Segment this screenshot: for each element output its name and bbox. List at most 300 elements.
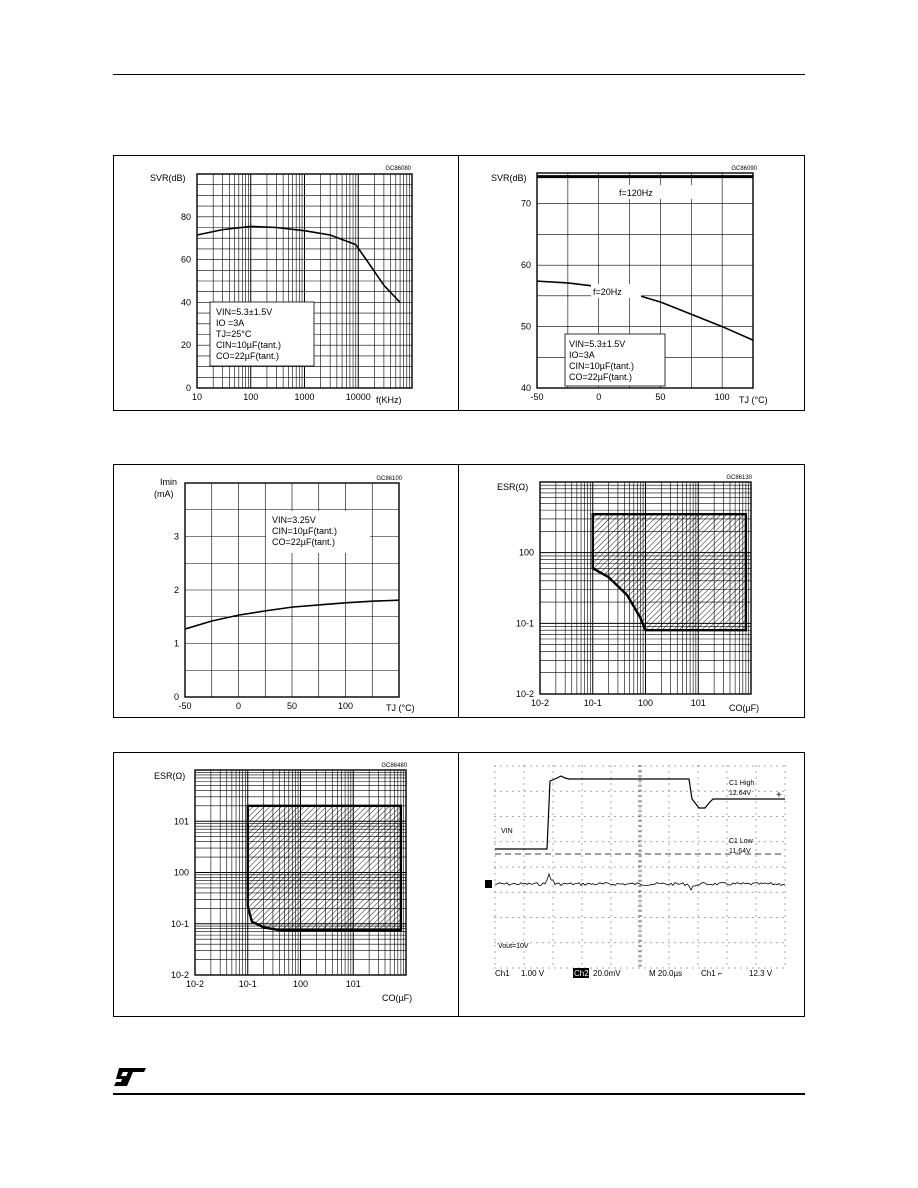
graticule-dot (727, 880, 728, 881)
esr-stability-panel-1 (458, 464, 805, 718)
graticule-dot (687, 841, 688, 842)
graticule-dot (553, 964, 554, 965)
graticule-dot (573, 892, 574, 893)
graticule-dot (698, 898, 699, 899)
graticule-dot (640, 910, 641, 911)
graticule-dot (747, 766, 748, 767)
graticule-dot (705, 892, 706, 893)
graticule-dot (669, 880, 670, 881)
graticule-dot (585, 942, 586, 943)
graticule-dot (756, 946, 757, 947)
graticule-dot (771, 917, 772, 918)
graticule-dot (711, 917, 712, 918)
graticule-dot (611, 838, 612, 839)
graticule-dot (553, 838, 554, 839)
graticule-dot (698, 946, 699, 947)
graticule-dot (495, 934, 496, 935)
graticule-dot (507, 791, 508, 792)
graticule-dot (553, 922, 554, 923)
graticule-dot (687, 867, 688, 868)
graticule-dot (687, 816, 688, 817)
graticule-dot (783, 892, 784, 893)
svr-vs-temperature-panel (458, 155, 805, 411)
graticule-dot (609, 816, 610, 817)
graticule-dot (727, 766, 728, 767)
graticule-dot (524, 922, 525, 923)
graticule-dot (543, 892, 544, 893)
graticule-dot (756, 868, 757, 869)
graticule-dot (495, 892, 496, 893)
graticule-dot (579, 892, 580, 893)
graticule-dot (549, 917, 550, 918)
graticule-dot (524, 952, 525, 953)
graticule-dot (495, 832, 496, 833)
graticule-dot (771, 892, 772, 893)
graticule-dot (495, 808, 496, 809)
graticule-dot (611, 958, 612, 959)
c1-low-value: 11.64V (729, 848, 751, 855)
graticule-dot (609, 917, 610, 918)
condition-text: CO=22µF(tant.) (272, 537, 335, 547)
graticule-dot (729, 917, 730, 918)
graticule-dot (611, 916, 612, 917)
graticule-dot (513, 917, 514, 918)
graticule-dot (698, 874, 699, 875)
st-logo (113, 1066, 147, 1088)
graticule-dot (621, 892, 622, 893)
graticule-dot (537, 892, 538, 893)
graticule-dot (603, 816, 604, 817)
graticule-dot (698, 952, 699, 953)
graticule-dot (537, 942, 538, 943)
graticule-dot (525, 867, 526, 868)
graticule-dot (699, 867, 700, 868)
graticule-dot (537, 766, 538, 767)
graticule-dot (756, 886, 757, 887)
graticule-dot (645, 841, 646, 842)
graticule-dot (698, 886, 699, 887)
graticule-dot (567, 766, 568, 767)
graticule-dot (582, 922, 583, 923)
graticule-dot (669, 850, 670, 851)
graticule-dot (537, 841, 538, 842)
graticule-dot (582, 772, 583, 773)
graticule-dot (507, 892, 508, 893)
graticule-dot (783, 766, 784, 767)
graticule-dot (531, 791, 532, 792)
graticule-dot (727, 850, 728, 851)
graticule-dot (705, 766, 706, 767)
graticule-dot (735, 816, 736, 817)
graticule-dot (621, 867, 622, 868)
graticule-dot (609, 942, 610, 943)
graticule-dot (639, 892, 640, 893)
graticule-dot (657, 892, 658, 893)
graticule-dot (705, 816, 706, 817)
graticule-dot (591, 766, 592, 767)
graticule-dot (582, 766, 583, 767)
oscilloscope-panel (458, 752, 805, 1017)
graticule-dot (531, 867, 532, 868)
graticule-dot (495, 850, 496, 851)
graticule-dot (723, 867, 724, 868)
graticule-dot (582, 964, 583, 965)
graticule-dot (675, 892, 676, 893)
graticule-dot (553, 832, 554, 833)
graticule-dot (785, 832, 786, 833)
graticule-dot (549, 942, 550, 943)
graticule-dot (495, 816, 496, 817)
graticule-dot (495, 958, 496, 959)
graticule-dot (495, 814, 496, 815)
graticule-dot (669, 790, 670, 791)
graticule-dot (611, 856, 612, 857)
graticule-dot (582, 844, 583, 845)
graticule-dot (611, 778, 612, 779)
graticule-dot (553, 874, 554, 875)
graticule-dot (573, 791, 574, 792)
graticule-dot (756, 778, 757, 779)
y-axis-label: ESR(Ω) (154, 771, 186, 781)
graticule-dot (651, 867, 652, 868)
graticule-dot (507, 816, 508, 817)
graticule-dot (785, 916, 786, 917)
graticule-dot (582, 916, 583, 917)
graticule-dot (711, 816, 712, 817)
chart-code: GC86080 (385, 166, 411, 172)
graticule-dot (747, 892, 748, 893)
graticule-dot (669, 816, 670, 817)
graticule-dot (698, 790, 699, 791)
graticule-dot (785, 790, 786, 791)
graticule-dot (681, 917, 682, 918)
graticule-dot (501, 766, 502, 767)
graticule-dot (699, 766, 700, 767)
graticule-dot (603, 841, 604, 842)
graticule-dot (729, 867, 730, 868)
x-tick-label: 10 (191, 392, 203, 402)
x-tick-label: 50 (655, 392, 666, 402)
graticule-dot (591, 816, 592, 817)
graticule-dot (698, 862, 699, 863)
graticule-dot (705, 791, 706, 792)
graticule-dot (531, 917, 532, 918)
graticule-dot (495, 826, 496, 827)
graticule-dot (727, 802, 728, 803)
graticule-dot (611, 850, 612, 851)
condition-text: CIN=10µF(tant.) (272, 526, 337, 536)
graticule-dot (639, 867, 640, 868)
graticule-dot (524, 898, 525, 899)
graticule-dot (611, 892, 612, 893)
graticule-dot (669, 766, 670, 767)
graticule-dot (495, 880, 496, 881)
graticule-dot (681, 841, 682, 842)
graticule-dot (611, 934, 612, 935)
graticule-dot (582, 952, 583, 953)
graticule-dot (669, 808, 670, 809)
graticule-dot (582, 874, 583, 875)
graticule-dot (611, 946, 612, 947)
graticule-dot (669, 772, 670, 773)
y-axis-label: SVR(dB) (150, 173, 186, 183)
graticule-dot (495, 946, 496, 947)
graticule-dot (711, 841, 712, 842)
graticule-dot (785, 958, 786, 959)
graticule-dot (582, 784, 583, 785)
graticule-dot (756, 766, 757, 767)
graticule-dot (756, 772, 757, 773)
graticule-dot (513, 816, 514, 817)
graticule-dot (723, 968, 724, 969)
graticule-dot (663, 791, 664, 792)
graticule-dot (611, 790, 612, 791)
graticule-dot (727, 784, 728, 785)
graticule-dot (777, 841, 778, 842)
graticule-dot (611, 940, 612, 941)
graticule-dot (567, 791, 568, 792)
graticule-dot (582, 790, 583, 791)
graticule-dot (567, 968, 568, 969)
graticule-dot (783, 942, 784, 943)
graticule-dot (553, 790, 554, 791)
graticule-dot (611, 886, 612, 887)
graticule-dot (729, 816, 730, 817)
graticule-dot (611, 802, 612, 803)
graticule-dot (561, 766, 562, 767)
graticule-dot (669, 916, 670, 917)
graticule-dot (640, 928, 641, 929)
graticule-dot (519, 917, 520, 918)
graticule-dot (525, 816, 526, 817)
x-tick-label: 10-2 (185, 979, 205, 989)
graticule-dot (627, 816, 628, 817)
graticule-dot (603, 942, 604, 943)
y-tick-label: 10-2 (170, 970, 189, 980)
chart-code: GC86100 (376, 476, 402, 482)
graticule-dot (723, 766, 724, 767)
graticule-dot (553, 946, 554, 947)
graticule-dot (669, 892, 670, 893)
graticule-dot (699, 917, 700, 918)
trigger-marker: + (776, 790, 782, 801)
graticule-dot (681, 766, 682, 767)
graticule-dot (747, 816, 748, 817)
graticule-dot (756, 934, 757, 935)
graticule-dot (785, 820, 786, 821)
graticule-dot (640, 850, 641, 851)
graticule-dot (759, 841, 760, 842)
status-trigger-level: 12.3 V (749, 969, 773, 978)
y-tick-label: 40 (180, 297, 191, 308)
graticule-dot (711, 791, 712, 792)
graticule-dot (582, 778, 583, 779)
graticule-dot (543, 942, 544, 943)
graticule-dot (524, 958, 525, 959)
graticule-dot (611, 910, 612, 911)
graticule-dot (747, 917, 748, 918)
graticule-dot (765, 841, 766, 842)
graticule-dot (651, 841, 652, 842)
graticule-dot (753, 766, 754, 767)
condition-text: CO=22µF(tant.) (216, 351, 279, 361)
graticule-dot (640, 880, 641, 881)
graticule-dot (756, 844, 757, 845)
graticule-dot (582, 886, 583, 887)
graticule-dot (582, 880, 583, 881)
graticule-dot (723, 942, 724, 943)
graticule-dot (582, 928, 583, 929)
graticule-dot (627, 942, 628, 943)
graticule-dot (561, 892, 562, 893)
graticule-dot (669, 802, 670, 803)
graticule-dot (735, 892, 736, 893)
graticule-dot (727, 778, 728, 779)
graticule-dot (501, 892, 502, 893)
graticule-dot (513, 867, 514, 868)
graticule-dot (681, 791, 682, 792)
graticule-dot (717, 816, 718, 817)
graticule-dot (759, 791, 760, 792)
graticule-dot (603, 892, 604, 893)
x-tick-label: 101 (690, 698, 706, 708)
graticule-dot (561, 867, 562, 868)
graticule-dot (645, 791, 646, 792)
graticule-dot (507, 766, 508, 767)
graticule-dot (785, 898, 786, 899)
graticule-dot (524, 802, 525, 803)
graticule-dot (543, 791, 544, 792)
x-tick-label: 10-2 (530, 698, 550, 708)
graticule-dot (640, 952, 641, 953)
graticule-dot (759, 867, 760, 868)
graticule-dot (627, 968, 628, 969)
graticule-dot (561, 968, 562, 969)
x-tick-label: 100 (337, 701, 354, 711)
graticule-dot (657, 942, 658, 943)
graticule-dot (633, 766, 634, 767)
graticule-dot (611, 964, 612, 965)
graticule-dot (698, 766, 699, 767)
graticule-dot (524, 856, 525, 857)
graticule-dot (783, 968, 784, 969)
graticule-dot (747, 968, 748, 969)
graticule-dot (639, 942, 640, 943)
graticule-dot (640, 802, 641, 803)
graticule-dot (615, 867, 616, 868)
graticule-dot (771, 942, 772, 943)
graticule-dot (785, 778, 786, 779)
graticule-dot (759, 917, 760, 918)
graticule-dot (777, 892, 778, 893)
graticule-dot (553, 778, 554, 779)
graticule-dot (611, 874, 612, 875)
svr-vs-temperature-chart (459, 156, 804, 410)
graticule-dot (591, 867, 592, 868)
graticule-dot (669, 898, 670, 899)
y-tick-label: 10-2 (515, 689, 534, 699)
graticule-dot (524, 868, 525, 869)
graticule-dot (753, 917, 754, 918)
graticule-dot (611, 784, 612, 785)
graticule-dot (717, 892, 718, 893)
graticule-dot (698, 802, 699, 803)
graticule-dot (727, 928, 728, 929)
graticule-dot (495, 867, 496, 868)
graticule-dot (495, 862, 496, 863)
graticule-dot (567, 867, 568, 868)
graticule-dot (611, 862, 612, 863)
graticule-dot (640, 922, 641, 923)
y-tick-label: 60 (520, 260, 531, 271)
graticule-dot (727, 910, 728, 911)
graticule-dot (611, 820, 612, 821)
graticule-dot (729, 968, 730, 969)
graticule-dot (573, 841, 574, 842)
graticule-dot (711, 942, 712, 943)
graticule-dot (785, 856, 786, 857)
graticule-dot (698, 772, 699, 773)
y-tick-label: 0 (185, 383, 191, 393)
graticule-dot (633, 841, 634, 842)
graticule-dot (645, 892, 646, 893)
graticule-dot (555, 766, 556, 767)
c1-high-value: 12.64V (729, 790, 752, 797)
graticule-dot (579, 917, 580, 918)
graticule-dot (573, 867, 574, 868)
graticule-dot (741, 892, 742, 893)
graticule-dot (567, 892, 568, 893)
graticule-dot (524, 916, 525, 917)
graticule-dot (495, 942, 496, 943)
graticule-dot (553, 898, 554, 899)
graticule-dot (729, 766, 730, 767)
graticule-dot (785, 838, 786, 839)
graticule-dot (579, 766, 580, 767)
graticule-dot (627, 917, 628, 918)
graticule-dot (727, 790, 728, 791)
graticule-dot (633, 917, 634, 918)
y-tick-label: 100 (518, 547, 534, 558)
y-axis-label: SVR(dB) (491, 173, 527, 183)
graticule-dot (723, 892, 724, 893)
graticule-dot (717, 942, 718, 943)
graticule-dot (765, 942, 766, 943)
graticule-dot (537, 816, 538, 817)
graticule-dot (640, 808, 641, 809)
graticule-dot (611, 814, 612, 815)
graticule-dot (519, 791, 520, 792)
graticule-dot (640, 784, 641, 785)
c1-high-label: C1 High (729, 780, 755, 787)
graticule-dot (756, 784, 757, 785)
graticule-dot (727, 940, 728, 941)
graticule-dot (585, 816, 586, 817)
graticule-dot (573, 917, 574, 918)
graticule-dot (553, 850, 554, 851)
graticule-dot (519, 841, 520, 842)
x-tick-label: 1000 (294, 392, 315, 402)
graticule-dot (756, 892, 757, 893)
graticule-dot (698, 922, 699, 923)
graticule-dot (669, 820, 670, 821)
graticule-dot (727, 832, 728, 833)
graticule-dot (585, 917, 586, 918)
graticule-dot (785, 940, 786, 941)
graticule-dot (524, 826, 525, 827)
graticule-dot (756, 916, 757, 917)
graticule-dot (640, 934, 641, 935)
